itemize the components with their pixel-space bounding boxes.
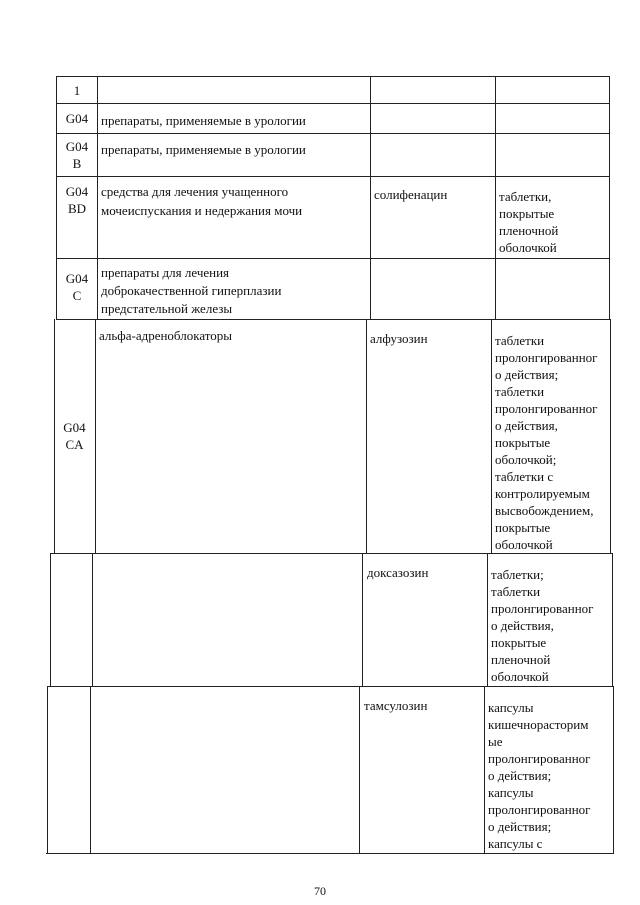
dosage-form-line: таблетки; <box>491 567 544 582</box>
atc-code-line: B <box>72 156 82 171</box>
group-name-line: средства для лечения учащенного <box>101 184 289 199</box>
atc-code-line: BD <box>67 201 87 216</box>
column-divider <box>362 553 363 687</box>
column-divider <box>484 686 485 854</box>
dosage-form-line: о действия, <box>495 418 558 433</box>
column-divider <box>487 553 488 687</box>
dosage-form-line: о действия; <box>488 819 552 834</box>
dosage-form-line: оболочкой; <box>495 452 557 467</box>
dosage-form-line: контролируемым <box>495 486 590 501</box>
dosage-form-line: покрытые <box>499 206 555 221</box>
dosage-form-line: пролонгированног <box>495 350 598 365</box>
dosage-form-line: капсулы <box>488 785 534 800</box>
atc-code-line: CA <box>65 437 84 452</box>
dosage-form-line: о действия; <box>495 367 559 382</box>
table-border-left <box>47 686 48 854</box>
group-name-line: альфа-адреноблокаторы <box>99 328 233 343</box>
row-divider <box>50 553 612 554</box>
column-divider <box>90 686 91 854</box>
header-cell-1: 1 <box>73 83 81 98</box>
dosage-form-line: пролонгированног <box>491 601 594 616</box>
atc-code-line: G04 <box>65 271 89 286</box>
table-border-bottom <box>46 853 614 854</box>
page-number: 70 <box>314 884 326 898</box>
dosage-form-line: пролонгированног <box>488 751 591 766</box>
atc-code-line: G04 <box>65 111 89 126</box>
row-divider <box>56 319 610 320</box>
column-divider <box>95 319 96 554</box>
dosage-form-line: пролонгированног <box>495 401 598 416</box>
dosage-form-line: покрытые <box>495 520 551 535</box>
dosage-form-line: таблетки <box>491 584 541 599</box>
table-border-right <box>610 319 611 554</box>
column-divider <box>370 76 371 320</box>
drug-name: доксазозин <box>367 565 429 580</box>
group-name-line: предстательной железы <box>101 301 233 316</box>
dosage-form-line: кишечнорасторим <box>488 717 589 732</box>
group-name-line: доброкачественной гиперплазии <box>101 283 282 298</box>
table-border-right <box>612 553 613 687</box>
group-name-line: мочеиспускания и недержания мочи <box>101 203 303 218</box>
column-divider <box>359 686 360 854</box>
dosage-form-line: капсулы с <box>488 836 543 851</box>
dosage-form-line: оболочкой <box>499 240 557 255</box>
dosage-form-line: таблетки, <box>499 189 552 204</box>
dosage-form-line: таблетки с <box>495 469 554 484</box>
row-divider <box>56 133 610 134</box>
dosage-form-line: пленочной <box>491 652 551 667</box>
dosage-form-line: о действия; <box>488 768 552 783</box>
dosage-form-line: таблетки <box>495 333 545 348</box>
group-name-line: препараты для лечения <box>101 265 230 280</box>
table-border-left <box>50 553 51 687</box>
row-divider <box>56 176 610 177</box>
atc-code-line: C <box>72 288 82 303</box>
column-divider <box>366 319 367 554</box>
row-divider <box>56 103 610 104</box>
dosage-form-line: высвобождением, <box>495 503 594 518</box>
column-divider <box>92 553 93 687</box>
drug-name: солифенацин <box>374 187 448 202</box>
dosage-form-line: о действия, <box>491 618 554 633</box>
table-border-right <box>613 686 614 854</box>
group-name-line: препараты, применяемые в урологии <box>101 142 306 157</box>
table-border-right <box>609 76 610 320</box>
dosage-form-line: ые <box>488 734 503 749</box>
column-divider <box>491 319 492 554</box>
row-divider <box>48 686 613 687</box>
group-name-line: препараты, применяемые в урологии <box>101 113 306 128</box>
dosage-form-line: таблетки <box>495 384 545 399</box>
table-border-left <box>56 76 57 320</box>
row-divider <box>56 258 610 259</box>
dosage-form-line: покрытые <box>491 635 547 650</box>
dosage-form-line: пролонгированног <box>488 802 591 817</box>
dosage-form-line: оболочкой <box>495 537 553 552</box>
dosage-form-line: пленочной <box>499 223 559 238</box>
atc-code-line: G04 <box>63 420 86 435</box>
atc-code-line: G04 <box>65 184 89 199</box>
drug-name: алфузозин <box>370 331 428 346</box>
table-border-top <box>56 76 610 77</box>
column-divider <box>495 76 496 320</box>
dosage-form-line: оболочкой <box>491 669 549 684</box>
drug-name: тамсулозин <box>364 698 428 713</box>
dosage-form-line: покрытые <box>495 435 551 450</box>
column-divider <box>97 76 98 320</box>
atc-code-line: G04 <box>65 139 89 154</box>
dosage-form-line: капсулы <box>488 700 534 715</box>
